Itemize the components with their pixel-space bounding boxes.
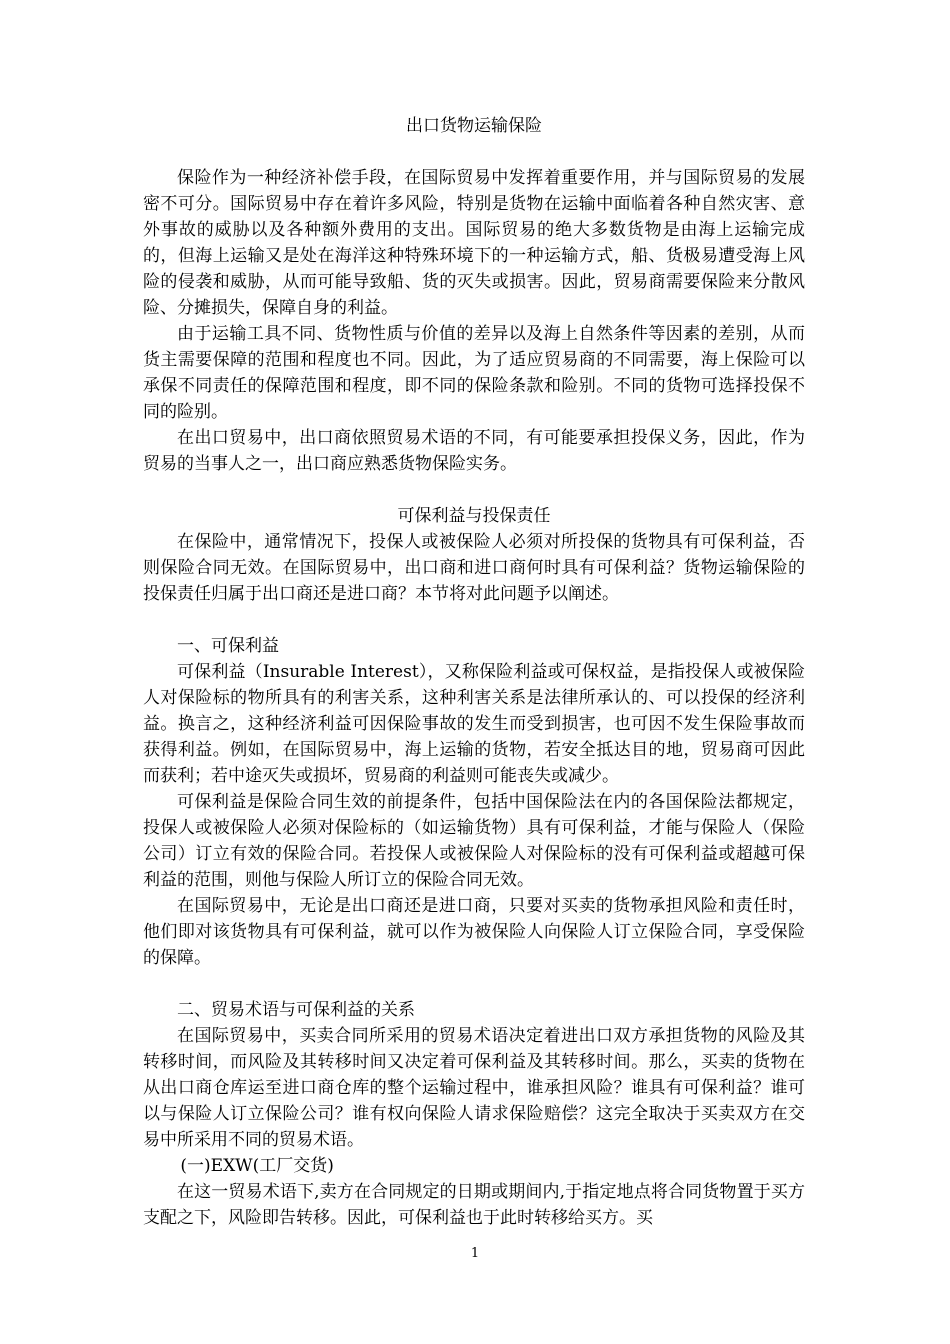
section-title: 可保利益与投保责任 [397,506,551,526]
paragraph: 可保利益是保险合同生效的前提条件，包括中国保险法在内的各国保险法都规定，投保人或被保险人必须对保险标的（如运输货物）具有可保利益，才能与保险人（保险公司）订立有效的保险合同。若投保人或被保险人对保险标的没有可保利益或超越可保利益的范围，则他与保险人所订立的保险合同无效。 [143,792,805,890]
section-heading: 二、贸易术语与可保利益的关系 [177,1000,415,1020]
paragraph: 保险作为一种经济补偿手段，在国际贸易中发挥着重要作用，并与国际贸易的发展密不可分。国际贸易中存在着许多风险，特别是货物在运输中面临着各种自然灾害、意外事故的威胁以及各种额外费用的支出。国际贸易的绝大多数货物是由海上运输完成的，但海上运输又是处在海洋这种特殊环境下的一种运输方式，船、货极易遭受海上风险的侵袭和威胁，从而可能导致船、货的灭失或损害。因此，贸易商需要保险来分散风险、分摊损失，保障自身的利益。 [143,168,805,318]
document-body [143,113,805,1231]
paragraph: 在保险中，通常情况下，投保人或被保险人必须对所投保的货物具有可保利益，否则保险合同无效。在国际贸易中，出口商和进口商何时具有可保利益？货物运输保险的投保责任归属于出口商还是进口商？本节将对此问题予以阐述。 [143,532,805,604]
paragraph: 在国际贸易中，无论是出口商还是进口商，只要对买卖的货物承担风险和责任时，他们即对该货物具有可保利益，就可以作为被保险人向保险人订立保险合同，享受保险的保障。 [143,896,805,968]
spacer [143,139,805,165]
section-heading: 一、可保利益 [177,636,279,656]
sub-heading: (一)EXW(工厂交货) [180,1156,334,1176]
paragraph: 在出口贸易中，出口商依照贸易术语的不同，有可能要承担投保义务，因此，作为贸易的当事人之一，出口商应熟悉货物保险实务。 [143,428,805,474]
document-title: 出口货物运输保险 [406,116,542,136]
spacer [143,971,805,997]
paragraph: 可保利益（Insurable Interest），又称保险利益或可保权益，是指投保人或被保险人对保险标的物所具有的利害关系，这种利害关系是法律所承认的、可以投保的经济利益。换言之，这种经济利益可因保险事故的发生而受到损害，也可因不发生保险事故而获得利益。例如，在国际贸易中，海上运输的货物，若安全抵达目的地，贸易商可因此而获利；若中途灭失或损坏，贸易商的利益则可能丧失或减少。 [143,662,805,786]
spacer [143,477,805,503]
paragraph: 由于运输工具不同、货物性质与价值的差异以及海上自然条件等因素的差别，从而货主需要保障的范围和程度也不同。因此，为了适应贸易商的不同需要，海上保险可以承保不同责任的保障范围和程度，即不同的保险条款和险别。不同的货物可选择投保不同的险别。 [143,324,805,422]
spacer [143,607,805,633]
paragraph: 在这一贸易术语下,卖方在合同规定的日期或期间内,于指定地点将合同货物置于买方支配之下，风险即告转移。因此，可保利益也于此时转移给买方。买 [143,1182,805,1228]
page-number: 1 [470,1246,480,1261]
paragraph: 在国际贸易中，买卖合同所采用的贸易术语决定着进出口双方承担货物的风险及其转移时间，而风险及其转移时间又决定着可保利益及其转移时间。那么，买卖的货物在从出口商仓库运至进口商仓库的整个运输过程中，谁承担风险？谁具有可保利益？谁可以与保险人订立保险公司？谁有权向保险人请求保险赔偿？这完全取决于买卖双方在交易中所采用不同的贸易术语。 [143,1026,805,1150]
